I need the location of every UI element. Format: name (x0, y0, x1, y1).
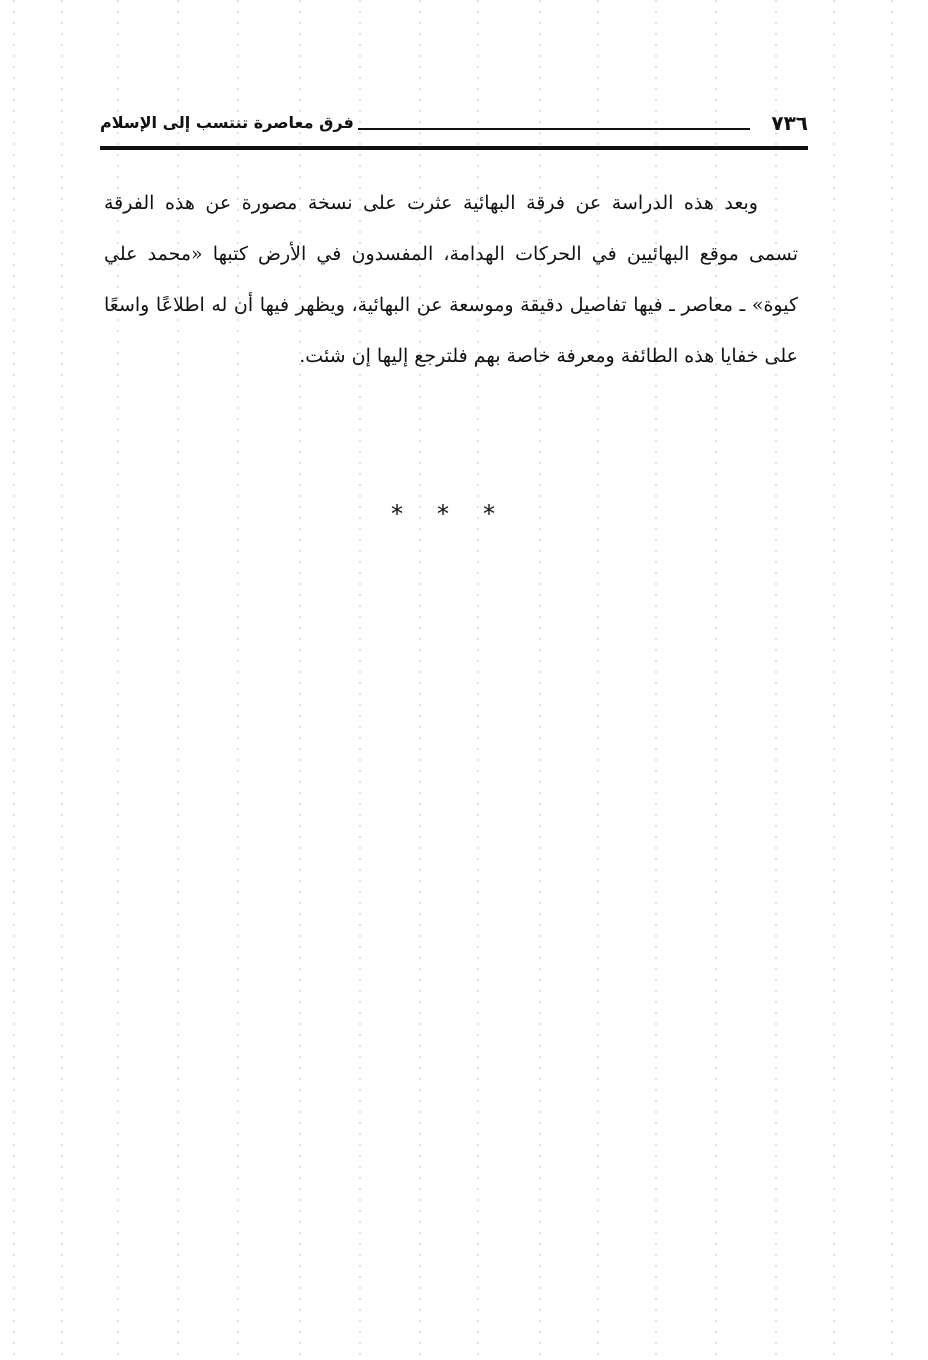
page-header (100, 108, 808, 148)
header-dash-rule (358, 128, 750, 130)
running-title: فرق معاصرة تنتسب إلى الإسلام (100, 113, 354, 132)
main-text (104, 178, 798, 382)
page-number: ٧٣٦ (771, 111, 808, 135)
paragraph: وبعد هذه الدراسة عن فرقة البهائية عثرت على نسخة مصورة عن هذه الفرقة تسمى موقع البهائيين في الحركات الهدامة، المفسدون في الأرض كتبها «محمد علي كيوة» ـ معاصر ـ فيها تفاصيل دقيقة وموسعة عن البهائية، ويظهر فيها أن له اطلاعًا واسعًا على خفايا هذه الطائفة ومعرفة خاصة بهم فلترجع إليها إن شئت. (104, 192, 798, 367)
section-separator: *** (391, 500, 529, 528)
header-rule (100, 146, 808, 150)
